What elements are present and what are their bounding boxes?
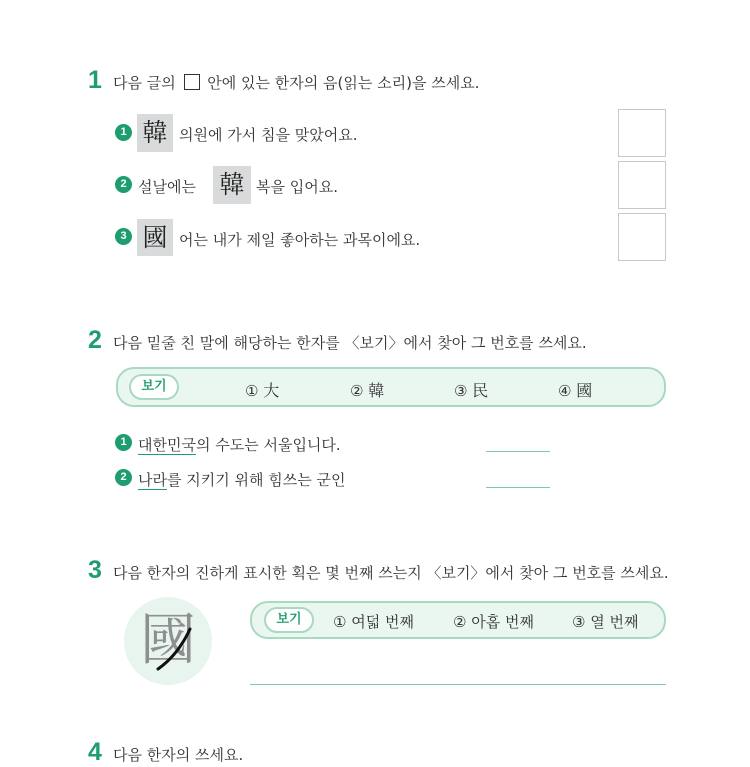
answer-line[interactable] <box>250 684 666 685</box>
question-3-number: 3 <box>88 556 102 584</box>
item-number-3: 3 <box>115 228 132 245</box>
option-number: ③ <box>454 382 468 400</box>
prompt-end: 안에 있는 한자의 음(읽는 소리)을 쓰세요. <box>207 74 480 92</box>
bogi-label: 보기 <box>129 374 179 400</box>
answer-box-1[interactable] <box>618 109 666 157</box>
option-2: ② 아홉 번째 <box>453 613 534 631</box>
sentence-text: 의원에 가서 침을 맞았어요. <box>179 126 358 144</box>
question-4-number: 4 <box>88 738 102 766</box>
question-2-number: 2 <box>88 326 102 354</box>
stroke-order-hanja: 國 <box>140 608 196 673</box>
bogi-label: 보기 <box>264 607 314 633</box>
option-hanja: 民 <box>472 381 489 400</box>
question-2-prompt: 다음 밑줄 친 말에 해당하는 한자를 〈보기〉에서 찾아 그 번호를 쓰세요. <box>113 334 587 352</box>
item-number-2: 2 <box>115 176 132 193</box>
underlined-word: 나라 <box>138 471 167 489</box>
option-1 <box>245 378 279 401</box>
option-hanja: 韓 <box>368 381 385 400</box>
question-4-prompt: 다음 한자의 쓰세요. <box>113 746 244 764</box>
prompt-start: 다음 글의 <box>113 74 176 92</box>
answer-line-2[interactable] <box>486 487 550 488</box>
empty-box-icon <box>184 74 200 90</box>
option-2 <box>350 378 384 401</box>
hanja-box: 國 <box>137 219 173 256</box>
sentence <box>138 434 341 455</box>
sentence <box>138 469 345 490</box>
sentence-text: 복을 입어요. <box>256 178 338 196</box>
option-3 <box>454 378 488 401</box>
hanja-box: 韓 <box>137 114 173 152</box>
option-1: ① 여덟 번째 <box>333 613 414 631</box>
bold-stroke-mark <box>124 597 212 685</box>
option-number: ① <box>245 382 259 400</box>
option-hanja: 國 <box>576 381 593 400</box>
question-1-number: 1 <box>88 66 102 94</box>
option-4 <box>558 378 592 401</box>
option-number: ② <box>350 382 364 400</box>
answer-line-1[interactable] <box>486 451 550 452</box>
sentence-text: 어는 내가 제일 좋아하는 과목이에요. <box>179 231 421 249</box>
sentence-text: 설날에는 <box>138 178 196 196</box>
underlined-word: 대한민국 <box>138 436 196 454</box>
option-number: ④ <box>558 382 572 400</box>
option-3: ③ 열 번째 <box>572 613 639 631</box>
answer-box-3[interactable] <box>618 213 666 261</box>
question-1-prompt <box>113 72 479 93</box>
item-number-2: 2 <box>115 469 132 486</box>
answer-box-2[interactable] <box>618 161 666 209</box>
item-number-1: 1 <box>115 124 132 141</box>
question-3-prompt: 다음 한자의 진하게 표시한 획은 몇 번째 쓰는지 〈보기〉에서 찾아 그 번호를 쓰세요. <box>113 564 669 582</box>
item-number-1: 1 <box>115 434 132 451</box>
sentence-rest: 의 수도는 서울입니다. <box>195 436 341 454</box>
hanja-box: 韓 <box>213 166 251 204</box>
option-hanja: 大 <box>263 381 280 400</box>
sentence-rest: 를 지키기 위해 힘쓰는 군인 <box>166 471 346 489</box>
